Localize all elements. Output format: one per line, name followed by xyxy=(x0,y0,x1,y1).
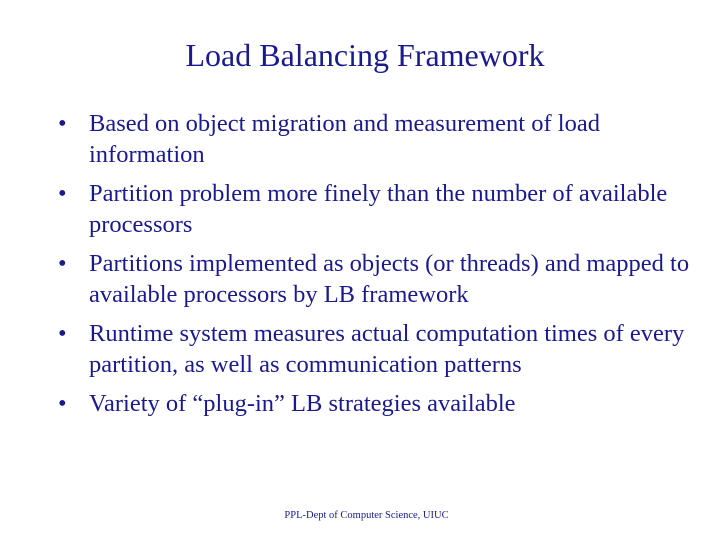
slide-title: Load Balancing Framework xyxy=(185,37,545,73)
bullet-item xyxy=(58,248,698,310)
slide-footer: PPL-Dept of Computer Science, UIUC xyxy=(284,510,449,521)
bullet-dot-icon: • xyxy=(58,250,67,277)
bullet-dot-icon: • xyxy=(58,110,67,137)
bullet-text: Based on object migration and measurement of load information xyxy=(89,110,600,168)
bullet-item xyxy=(58,318,698,380)
bullet-text: Runtime system measures actual computation times of every partition, as well as communication patterns xyxy=(89,320,685,378)
bullet-text: Variety of “plug-in” LB strategies available xyxy=(89,390,516,417)
bullet-text: Partitions implemented as objects (or threads) and mapped to available processors by LB framework xyxy=(89,250,690,308)
bullet-item xyxy=(58,108,698,170)
bullet-item xyxy=(58,388,698,419)
bullet-list xyxy=(58,108,698,427)
bullet-text: Partition problem more finely than the number of available processors xyxy=(89,180,668,238)
bullet-item xyxy=(58,178,698,240)
bullet-dot-icon: • xyxy=(58,180,67,207)
bullet-dot-icon: • xyxy=(58,390,67,417)
bullet-dot-icon: • xyxy=(58,320,67,347)
